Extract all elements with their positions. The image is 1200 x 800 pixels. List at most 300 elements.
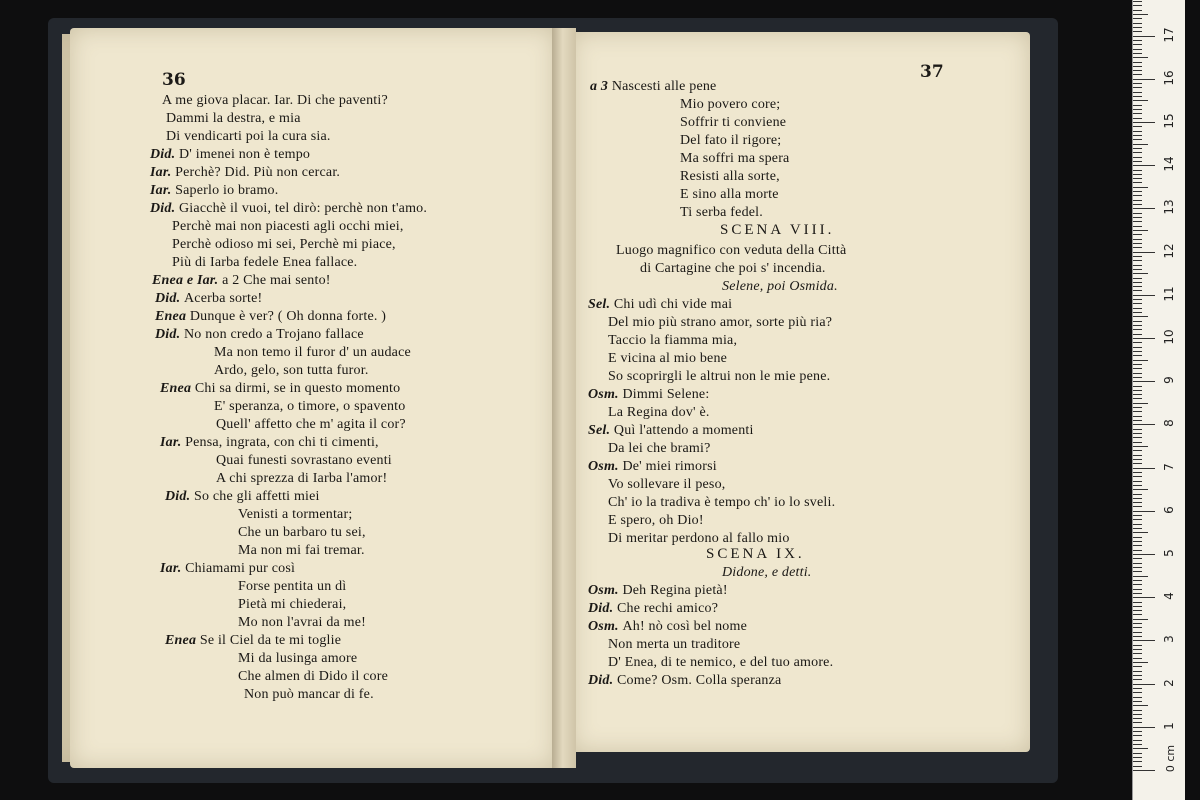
text-line (680, 168, 780, 186)
text-line (588, 618, 747, 636)
ruler-tick (1133, 476, 1142, 477)
ruler-tick (1133, 731, 1142, 732)
ruler-tick (1133, 23, 1142, 24)
text-line (214, 344, 411, 362)
ruler-tick (1133, 442, 1142, 443)
ruler-tick (1133, 70, 1142, 71)
ruler-tick (1133, 308, 1142, 309)
text-line (680, 132, 781, 150)
ruler-tick (1133, 14, 1148, 15)
line-text: Forse pentita un dì (238, 579, 347, 594)
text-line (238, 650, 357, 668)
line-text: Chiamami pur così (185, 561, 296, 576)
line-text: Mo non l'avrai da me! (238, 615, 367, 630)
text-line (160, 380, 400, 398)
line-text: Dammi la destra, e mia (166, 111, 301, 126)
text-line (150, 164, 340, 182)
line-text: Dunque è ver? ( Oh donna forte. ) (189, 309, 387, 324)
ruler-tick (1133, 424, 1155, 425)
line-text: Di vendicarti poi la cura sia. (166, 129, 331, 144)
text-line (608, 332, 737, 350)
text-line (608, 512, 704, 530)
ruler-tick (1133, 83, 1142, 84)
ruler-tick (1133, 619, 1148, 620)
text-line (238, 614, 366, 632)
text-line (155, 326, 364, 344)
line-text: E' speranza, o timore, o spavento (214, 399, 406, 414)
ruler-tick (1133, 373, 1142, 374)
ruler-tick (1133, 49, 1142, 50)
ruler-tick (1133, 710, 1142, 711)
ruler-tick (1133, 100, 1148, 101)
ruler-tick (1133, 174, 1142, 175)
ruler-tick (1133, 390, 1142, 391)
line-text: Ti serba fedel. (680, 205, 763, 220)
ruler-tick (1133, 463, 1142, 464)
line-text: De' miei rimorsi (622, 459, 717, 474)
ruler-tick (1133, 148, 1142, 149)
text-line (166, 128, 331, 146)
line-text: Come? Osm. Colla speranza (617, 673, 782, 688)
ruler-tick (1133, 511, 1155, 512)
ruler-tick (1133, 18, 1142, 19)
ruler-tick (1133, 744, 1142, 745)
ruler-number: 9 (1162, 376, 1176, 385)
text-line (608, 350, 727, 368)
ruler-tick (1133, 433, 1142, 434)
text-line (680, 186, 779, 204)
ruler-tick (1133, 92, 1142, 93)
line-text: Venisti a tormentar; (238, 507, 353, 522)
text-line (238, 542, 365, 560)
text-line (588, 386, 709, 404)
ruler-tick (1133, 770, 1155, 771)
ruler-tick (1133, 748, 1148, 749)
ruler-tick (1133, 524, 1142, 525)
ruler-tick (1133, 563, 1142, 564)
right-page-number: 37 (920, 62, 944, 82)
text-line (238, 578, 346, 596)
ruler-tick (1133, 62, 1142, 63)
ruler-tick (1133, 44, 1142, 45)
ruler-tick (1133, 131, 1142, 132)
ruler-tick (1133, 757, 1142, 758)
text-line (160, 434, 379, 452)
ruler-tick (1133, 597, 1155, 598)
ruler-tick (1133, 290, 1142, 291)
ruler-tick (1133, 79, 1155, 80)
ruler-tick (1133, 1, 1142, 2)
ruler-tick (1133, 701, 1142, 702)
text-line (238, 668, 388, 686)
ruler-tick (1133, 528, 1142, 529)
ruler-unit-label: 0 cm (1164, 744, 1178, 773)
text-line (172, 236, 396, 254)
ruler-tick (1133, 411, 1142, 412)
text-line (172, 218, 404, 236)
ruler-number: 16 (1162, 70, 1176, 86)
speaker-label: Did. (588, 673, 617, 688)
ruler-tick (1133, 126, 1142, 127)
line-text: Perchè? Did. Più non cercar. (175, 165, 341, 180)
text-line (608, 404, 710, 422)
ruler-tick (1133, 610, 1142, 611)
ruler-tick (1133, 658, 1142, 659)
ruler-number: 8 (1162, 419, 1176, 428)
ruler-tick (1133, 666, 1142, 667)
scene-heading: SCENA VIII. (720, 222, 835, 238)
text-line (216, 416, 406, 434)
ruler-tick (1133, 286, 1142, 287)
line-text: Dimmi Selene: (622, 387, 710, 402)
ruler-tick (1133, 338, 1155, 339)
line-text: Quai funesti sovrastano eventi (216, 453, 392, 468)
speaker-label: Did. (588, 601, 617, 616)
ruler-tick (1133, 252, 1155, 253)
ruler-tick (1133, 727, 1155, 728)
speaker-label: Did. (155, 327, 184, 342)
ruler-tick (1133, 278, 1142, 279)
text-line (588, 458, 717, 476)
speaker-label: Did. (155, 291, 184, 306)
line-text: Mio povero core; (680, 97, 781, 112)
stage-direction: Selene, poi Osmida. (722, 279, 838, 294)
ruler-tick (1133, 5, 1142, 6)
ruler-number: 15 (1162, 113, 1176, 129)
ruler-tick (1133, 545, 1142, 546)
ruler-tick (1133, 722, 1142, 723)
text-line (214, 362, 369, 380)
speaker-label: Osm. (588, 459, 623, 474)
ruler-tick (1133, 182, 1142, 183)
ruler-tick (1133, 472, 1142, 473)
ruler-tick (1133, 515, 1142, 516)
text-line (588, 672, 781, 690)
ruler-tick (1133, 468, 1155, 469)
ruler-tick (1133, 593, 1142, 594)
speaker-label: Iar. (160, 435, 186, 450)
ruler-tick (1133, 649, 1142, 650)
ruler-tick (1133, 420, 1142, 421)
line-text: Acerba sorte! (184, 291, 263, 306)
speaker-label: Enea e Iar. (152, 273, 223, 288)
speaker-label: Did. (165, 489, 194, 504)
ruler-tick (1133, 351, 1142, 352)
line-text: D' imenei non è tempo (179, 147, 311, 162)
line-text: Che un barbaro tu sei, (238, 525, 366, 540)
text-line (588, 422, 754, 440)
line-text: Non merta un traditore (608, 637, 741, 652)
ruler-tick (1133, 403, 1148, 404)
ruler-tick (1133, 282, 1142, 283)
line-text: La Regina dov' è. (608, 405, 710, 420)
ruler-tick (1133, 66, 1142, 67)
ruler-tick (1133, 692, 1142, 693)
ruler-tick (1133, 195, 1142, 196)
text-line (680, 150, 789, 168)
line-text: Mi da lusinga amore (238, 651, 358, 666)
ruler-tick (1133, 498, 1142, 499)
ruler-number: 11 (1162, 286, 1176, 302)
line-text: Taccio la fiamma mia, (608, 333, 738, 348)
ruler-tick (1133, 653, 1142, 654)
ruler-tick (1133, 381, 1155, 382)
text-line (165, 488, 320, 506)
text-line (150, 200, 427, 218)
measurement-ruler (1132, 0, 1185, 800)
ruler-number: 7 (1162, 462, 1176, 471)
ruler-number: 2 (1162, 678, 1176, 687)
book-gutter (552, 28, 576, 768)
ruler-tick (1133, 87, 1142, 88)
speaker-label: Osm. (588, 619, 623, 634)
line-text: Chi udì chi vide mai (613, 297, 733, 312)
speaker-label: Osm. (588, 583, 623, 598)
line-text: So che gli affetti miei (194, 489, 320, 504)
ruler-tick (1133, 109, 1142, 110)
ruler-tick (1133, 532, 1148, 533)
ruler-tick (1133, 265, 1142, 266)
ruler-tick (1133, 632, 1142, 633)
ruler-tick (1133, 96, 1142, 97)
text-line (588, 600, 718, 618)
ruler-tick (1133, 226, 1142, 227)
ruler-tick (1133, 57, 1148, 58)
line-text: D' Enea, di te nemico, e del tuo amore. (608, 655, 834, 670)
ruler-tick (1133, 459, 1142, 460)
ruler-tick (1133, 407, 1142, 408)
text-line (216, 470, 387, 488)
ruler-tick (1133, 230, 1148, 231)
ruler-tick (1133, 554, 1155, 555)
speaker-label: Iar. (150, 183, 176, 198)
ruler-tick (1133, 113, 1142, 114)
line-text: Ma non mi fai tremar. (238, 543, 365, 558)
ruler-tick (1133, 377, 1142, 378)
ruler-tick (1133, 191, 1142, 192)
ruler-number: 6 (1162, 505, 1176, 514)
ruler-number: 12 (1162, 242, 1176, 259)
line-text: Non può mancar di fe. (244, 687, 374, 702)
ruler-tick (1133, 105, 1142, 106)
text-line (155, 308, 386, 326)
line-text: Soffrir ti conviene (680, 115, 787, 130)
text-line (160, 560, 295, 578)
ruler-tick (1133, 204, 1142, 205)
text-line (238, 596, 346, 614)
text-line (640, 260, 826, 278)
ruler-tick (1133, 537, 1142, 538)
text-line (680, 204, 763, 222)
text-line (155, 290, 262, 308)
speaker-label: Iar. (160, 561, 186, 576)
speaker-label: Sel. (588, 423, 614, 438)
text-line (214, 398, 405, 416)
ruler-tick (1133, 334, 1142, 335)
ruler-tick (1133, 606, 1142, 607)
ruler-tick (1133, 325, 1142, 326)
line-text: Saperlo io bramo. (175, 183, 279, 198)
stage-direction: Didone, e detti. (722, 565, 812, 580)
speaker-label: a 3 (590, 79, 612, 94)
ruler-tick (1133, 347, 1142, 348)
line-text: Ardo, gelo, son tutta furor. (214, 363, 369, 378)
line-text: So scoprirgli le altrui non le mie pene. (608, 369, 831, 384)
speaker-label: Sel. (588, 297, 614, 312)
ruler-number: 14 (1162, 156, 1176, 172)
ruler-tick (1133, 718, 1142, 719)
ruler-tick (1133, 671, 1142, 672)
line-text: Se il Ciel da te mi toglie (199, 633, 342, 648)
ruler-tick (1133, 705, 1148, 706)
ruler-tick (1133, 623, 1142, 624)
ruler-tick (1133, 416, 1142, 417)
ruler-tick (1133, 645, 1142, 646)
line-text: Luogo magnifico con veduta della Città (616, 243, 847, 258)
ruler-tick (1133, 636, 1142, 637)
ruler-tick (1133, 239, 1142, 240)
text-line (608, 476, 725, 494)
ruler-tick (1133, 40, 1142, 41)
ruler-tick (1133, 321, 1142, 322)
ruler-number: 10 (1162, 329, 1176, 345)
ruler-tick (1133, 567, 1142, 568)
line-text: Perchè mai non piacesti agli occhi miei, (172, 219, 404, 234)
ruler-tick (1133, 541, 1142, 542)
ruler-tick (1133, 260, 1142, 261)
line-text: a 2 Che mai sento! (222, 273, 331, 288)
ruler-tick (1133, 247, 1142, 248)
line-text: Del fato il rigore; (680, 133, 782, 148)
speaker-label: Did. (150, 201, 179, 216)
ruler-tick (1133, 519, 1142, 520)
ruler-tick (1133, 589, 1142, 590)
text-line (608, 494, 835, 512)
ruler-tick (1133, 299, 1142, 300)
text-line (680, 96, 780, 114)
ruler-tick (1133, 312, 1142, 313)
ruler-tick (1133, 584, 1142, 585)
text-line (608, 368, 830, 386)
ruler-tick (1133, 213, 1142, 214)
ruler-tick (1133, 187, 1148, 188)
ruler-tick (1133, 329, 1142, 330)
ruler-tick (1133, 481, 1142, 482)
ruler-tick (1133, 506, 1142, 507)
line-text: Che rechi amico? (617, 601, 719, 616)
line-text: A me giova placar. Iar. Di che paventi? (162, 93, 388, 108)
ruler-number: 13 (1162, 199, 1176, 216)
ruler-tick (1133, 157, 1142, 158)
line-text: Ch' io la tradiva è tempo ch' io lo sveli. (608, 495, 836, 510)
ruler-tick (1133, 135, 1142, 136)
text-line (165, 632, 341, 650)
ruler-tick (1133, 161, 1142, 162)
scene-heading: SCENA IX. (706, 546, 805, 562)
ruler-tick (1133, 144, 1148, 145)
ruler-number: 1 (1162, 721, 1176, 730)
ruler-tick (1133, 364, 1142, 365)
ruler-tick (1133, 243, 1142, 244)
ruler-tick (1133, 178, 1142, 179)
text-line (608, 440, 711, 458)
speaker-label: Enea (165, 633, 200, 648)
ruler-tick (1133, 118, 1142, 119)
line-text: Che almen di Dido il core (238, 669, 389, 684)
line-text: No non credo a Trojano fallace (184, 327, 364, 342)
ruler-tick (1133, 36, 1155, 37)
ruler-tick (1133, 679, 1142, 680)
ruler-tick (1133, 688, 1142, 689)
ruler-tick (1133, 640, 1155, 641)
text-line (616, 242, 846, 260)
ruler-tick (1133, 398, 1142, 399)
ruler-tick (1133, 502, 1142, 503)
ruler-number: 17 (1162, 26, 1176, 43)
line-text: E sino alla morte (680, 187, 779, 202)
ruler-tick (1133, 208, 1155, 209)
line-text: Del mio più strano amor, sorte più ria? (608, 315, 833, 330)
line-text: Pietà mi chiederai, (238, 597, 347, 612)
ruler-number: 5 (1162, 549, 1176, 557)
text-line (680, 114, 786, 132)
ruler-tick (1133, 627, 1142, 628)
ruler-tick (1133, 27, 1142, 28)
line-text: Ah! nò così bel nome (622, 619, 747, 634)
text-line (590, 78, 716, 96)
ruler-tick (1133, 735, 1142, 736)
line-text: Resisti alla sorte, (680, 169, 780, 184)
text-line (608, 314, 832, 332)
line-text: A chi sprezza di Iarba l'amor! (216, 471, 388, 486)
text-line (216, 452, 392, 470)
line-text: Quell' affetto che m' agita il cor? (216, 417, 406, 432)
line-text: Giacchè il vuoi, tel dirò: perchè non t'amo. (179, 201, 428, 216)
ruler-number: 3 (1162, 635, 1176, 644)
ruler-number: 4 (1162, 592, 1176, 601)
ruler-tick (1133, 550, 1142, 551)
ruler-tick (1133, 684, 1155, 685)
ruler-tick (1133, 437, 1142, 438)
line-text: Ma non temo il furor d' un audace (214, 345, 411, 360)
ruler-tick (1133, 489, 1148, 490)
line-text: Vo sollevare il peso, (608, 477, 726, 492)
ruler-tick (1133, 368, 1142, 369)
line-text: Da lei che brami? (608, 441, 711, 456)
ruler-tick (1133, 697, 1142, 698)
line-text: Quì l'attendo a momenti (613, 423, 754, 438)
ruler-tick (1133, 122, 1155, 123)
ruler-tick (1133, 273, 1148, 274)
text-line (166, 110, 301, 128)
line-text: di Cartagine che poi s' incendia. (640, 261, 826, 276)
text-line (244, 686, 374, 704)
ruler-tick (1133, 316, 1148, 317)
left-page-number: 36 (162, 70, 186, 90)
text-line (588, 296, 732, 314)
line-text: E spero, oh Dio! (608, 513, 704, 528)
ruler-tick (1133, 753, 1142, 754)
ruler-tick (1133, 766, 1142, 767)
text-line (588, 582, 728, 600)
ruler-tick (1133, 614, 1142, 615)
ruler-tick (1133, 360, 1148, 361)
ruler-tick (1133, 295, 1155, 296)
ruler-tick (1133, 455, 1142, 456)
ruler-tick (1133, 740, 1142, 741)
speaker-label: Enea (160, 381, 195, 396)
ruler-tick (1133, 571, 1142, 572)
